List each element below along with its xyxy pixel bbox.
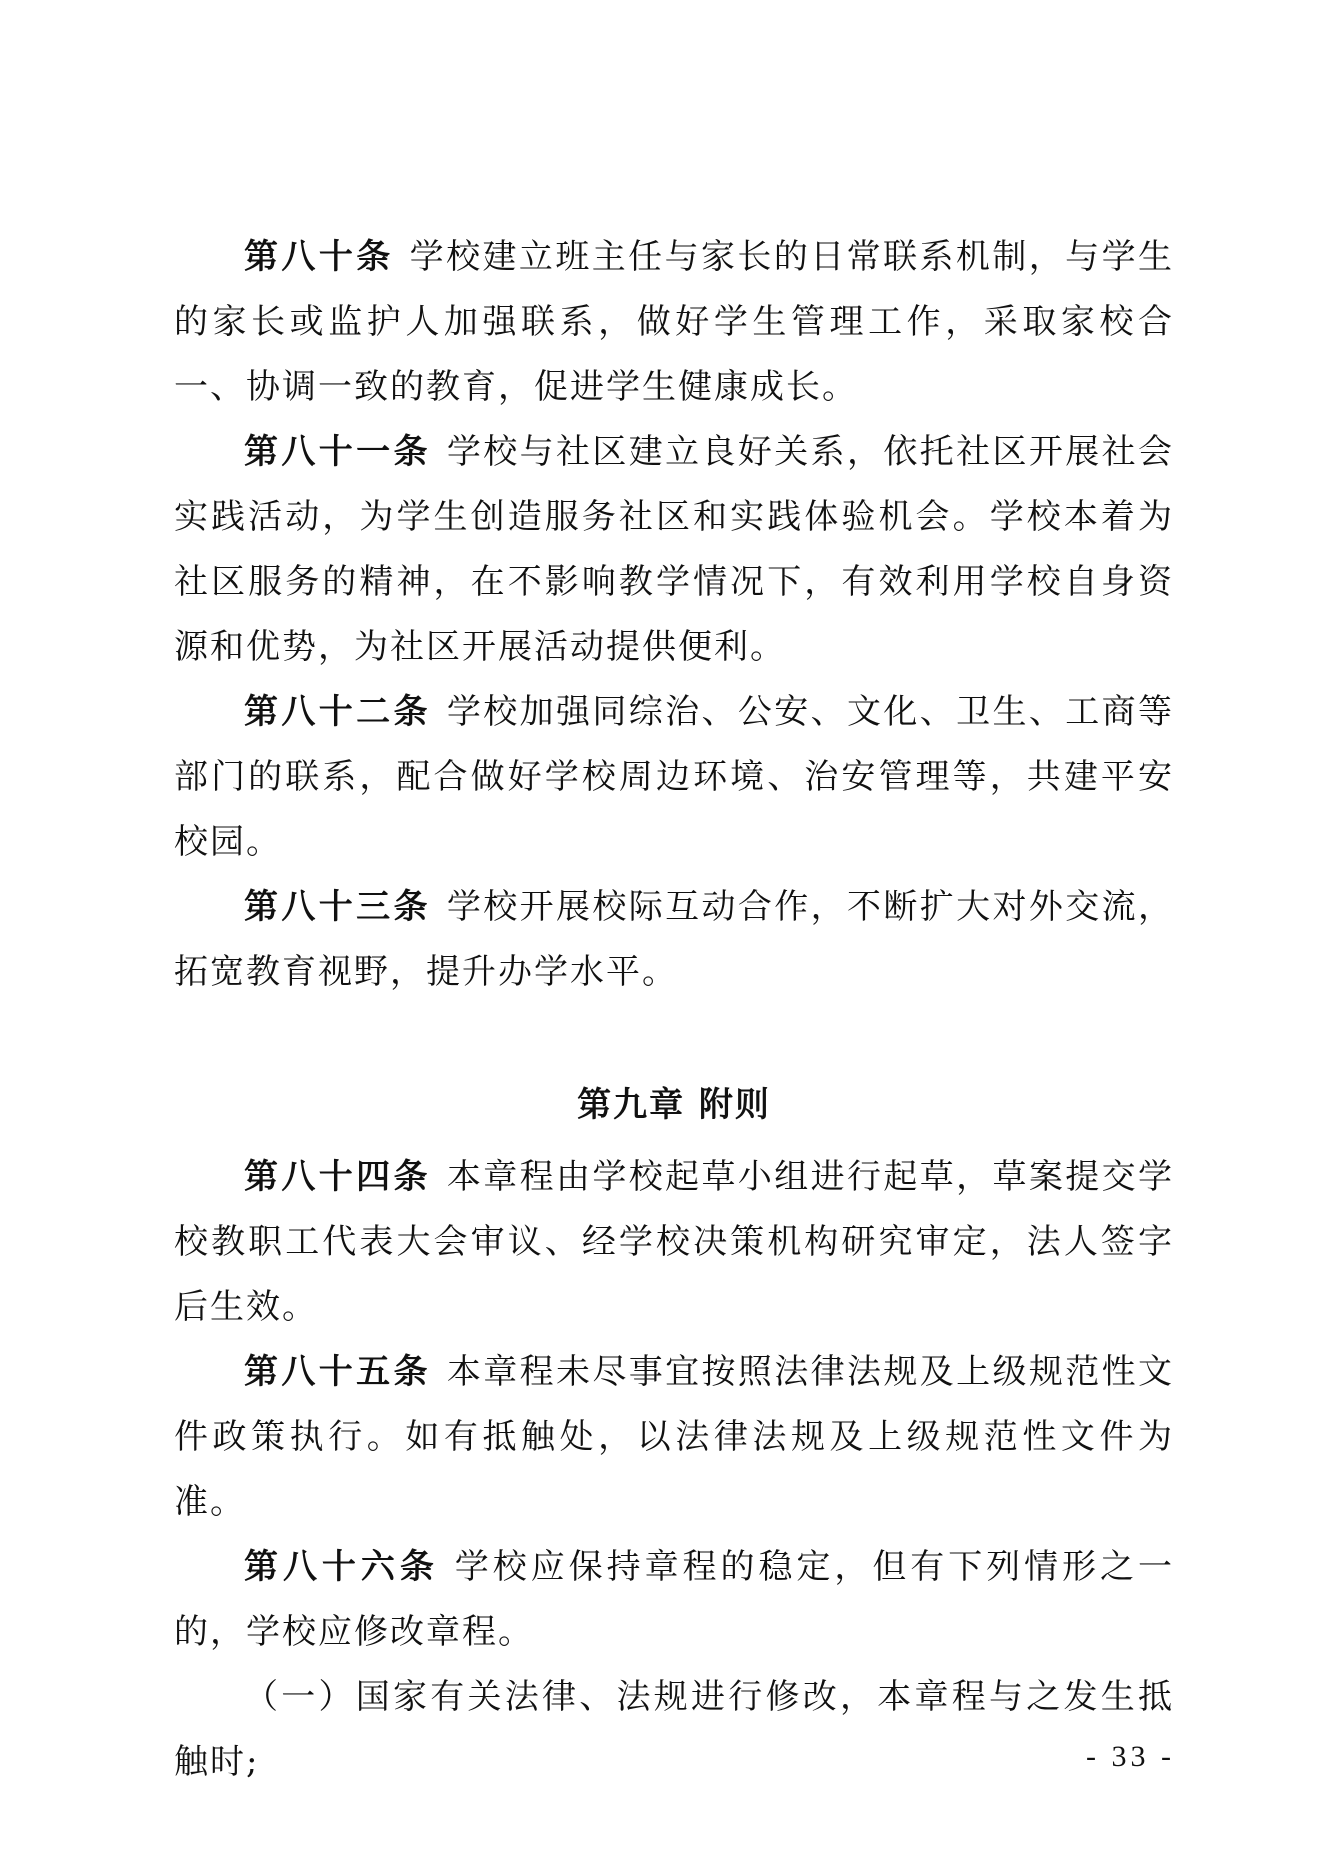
article-81 xyxy=(174,420,1174,680)
article-text: 学校开展校际互动合作，不断扩大对外交流，拓宽教育视野，提升办学水平。 xyxy=(174,887,1174,992)
article-label: 第八十四条 xyxy=(244,1157,431,1197)
article-label: 第八十一条 xyxy=(244,432,431,472)
article-text: 学校建立班主任与家长的日常联系机制，与学生的家长或监护人加强联系，做好学生管理工作，采取家校合一、协调一致的教育，促进学生健康成长。 xyxy=(174,237,1175,407)
article-83 xyxy=(174,875,1174,1005)
article-label: 第八十五条 xyxy=(244,1352,431,1392)
article-82 xyxy=(174,680,1174,875)
article-text: 学校应保持章程的稳定，但有下列情形之一的，学校应修改章程。 xyxy=(174,1547,1175,1652)
article-84 xyxy=(174,1145,1174,1340)
page-number: - 33 - xyxy=(1086,1740,1175,1773)
article-label: 第八十条 xyxy=(244,237,394,277)
chapter-heading: 第九章 附则 xyxy=(577,1085,771,1125)
article-text: 学校与社区建立良好关系，依托社区开展社会实践活动，为学生创造服务社区和实践体验机会。学校本着为社区服务的精神，在不影响教学情况下，有效利用学校自身资源和优势，为社区开展活动提供便利。 xyxy=(174,432,1174,667)
article-text: 本章程由学校起草小组进行起草，草案提交学校教职工代表大会审议、经学校决策机构研究审定，法人签字后生效。 xyxy=(174,1157,1174,1327)
article-86 xyxy=(174,1535,1174,1665)
article-label: 第八十二条 xyxy=(244,692,431,732)
article-text: 学校加强同综治、公安、文化、卫生、工商等部门的联系，配合做好学校周边环境、治安管理等，共建平安校园。 xyxy=(174,692,1174,862)
sub-item-1: （一）国家有关法律、法规进行修改，本章程与之发生抵触时; xyxy=(174,1677,1174,1782)
article-85 xyxy=(174,1340,1174,1535)
document-body xyxy=(174,225,1174,1795)
article-label: 第八十三条 xyxy=(244,887,431,927)
article-80 xyxy=(174,225,1174,420)
article-text: 本章程未尽事宜按照法律法规及上级规范性文件政策执行。如有抵触处，以法律法规及上级规范性文件为准。 xyxy=(174,1352,1174,1522)
article-label: 第八十六条 xyxy=(244,1547,439,1587)
